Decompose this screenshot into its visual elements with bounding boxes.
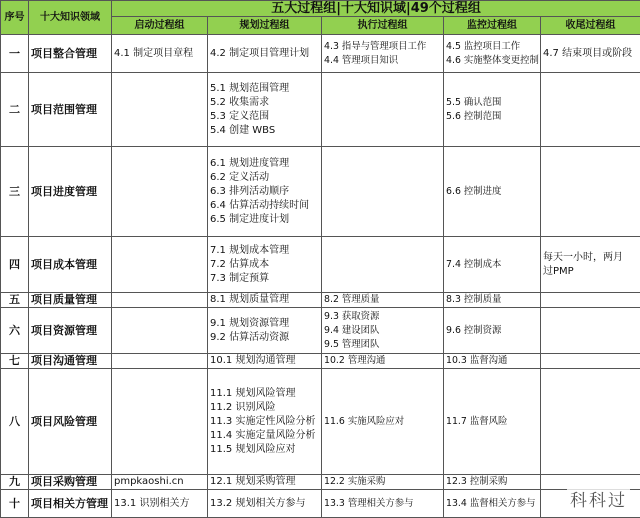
- process-cell-monitoring: [444, 369, 541, 475]
- table-row: [1, 308, 640, 354]
- row-number: 一: [1, 35, 29, 73]
- process-item: 7.1 规划成本管理: [210, 244, 319, 258]
- process-cell-closing: [541, 35, 640, 73]
- process-item: 6.5 制定进度计划: [210, 213, 319, 227]
- process-item: 9.6 控制资源: [446, 324, 538, 338]
- process-item: 13.1 识别相关方: [114, 497, 205, 511]
- process-item: 7.3 制定预算: [210, 272, 319, 286]
- process-cell-executing: [322, 354, 444, 369]
- knowledge-area-name: 项目整合管理: [29, 35, 112, 73]
- row-number: 九: [1, 475, 29, 490]
- process-cell-initiating: [112, 475, 208, 490]
- row-number: 四: [1, 237, 29, 293]
- process-item: 11.4 实施定量风险分析: [210, 429, 319, 443]
- process-item: 9.2 估算活动资源: [210, 331, 319, 345]
- process-cell-planning: [208, 354, 322, 369]
- group-header-monitoring: 监控过程组: [444, 17, 541, 35]
- row-number: 七: [1, 354, 29, 369]
- process-item: 12.3 控制采购: [446, 475, 538, 489]
- process-cell-closing: [541, 73, 640, 147]
- process-item: 7.4 控制成本: [446, 258, 538, 272]
- process-item: 10.3 监督沟通: [446, 354, 538, 368]
- process-item: 4.3 指导与管理项目工作: [324, 40, 441, 54]
- process-item: 11.1 规划风险管理: [210, 387, 319, 401]
- process-cell-initiating: [112, 354, 208, 369]
- process-item: pmpkaoshi.cn: [114, 475, 205, 489]
- knowledge-area-name: 项目风险管理: [29, 369, 112, 475]
- process-cell-executing: [322, 35, 444, 73]
- knowledge-area-header: 十大知识领域: [29, 1, 112, 35]
- process-item: 10.2 管理沟通: [324, 354, 441, 368]
- process-item: 6.2 定义活动: [210, 171, 319, 185]
- process-item: 5.4 创建 WBS: [210, 124, 319, 138]
- process-cell-monitoring: [444, 237, 541, 293]
- table-row: [1, 475, 640, 490]
- process-item: 过PMP: [543, 265, 638, 279]
- process-item: 9.5 管理团队: [324, 338, 441, 352]
- process-item: 11.7 监督风险: [446, 415, 538, 429]
- process-item: 11.2 识别风险: [210, 401, 319, 415]
- process-cell-initiating: [112, 35, 208, 73]
- process-item: 12.1 规划采购管理: [210, 475, 319, 489]
- process-item: 6.6 控制进度: [446, 185, 538, 199]
- process-cell-executing: [322, 147, 444, 237]
- table-row: [1, 35, 640, 73]
- process-item: 13.3 管理相关方参与: [324, 497, 441, 511]
- process-cell-initiating: [112, 73, 208, 147]
- watermark: 科科过: [567, 486, 630, 511]
- row-number: 十: [1, 490, 29, 518]
- table-row: [1, 369, 640, 475]
- knowledge-area-name: 项目资源管理: [29, 308, 112, 354]
- process-item: 8.2 管理质量: [324, 293, 441, 307]
- process-cell-planning: [208, 369, 322, 475]
- process-cell-executing: [322, 475, 444, 490]
- process-item: 7.2 估算成本: [210, 258, 319, 272]
- process-cell-monitoring: [444, 308, 541, 354]
- process-cell-initiating: [112, 147, 208, 237]
- process-cell-executing: [322, 369, 444, 475]
- table-row: [1, 490, 640, 518]
- process-cell-monitoring: [444, 475, 541, 490]
- process-cell-closing: [541, 293, 640, 308]
- process-item: 12.2 实施采购: [324, 475, 441, 489]
- process-cell-monitoring: [444, 147, 541, 237]
- process-cell-planning: [208, 73, 322, 147]
- group-header-executing: 执行过程组: [322, 17, 444, 35]
- table-row: [1, 354, 640, 369]
- process-item: 11.3 实施定性风险分析: [210, 415, 319, 429]
- process-cell-initiating: [112, 237, 208, 293]
- process-cell-monitoring: [444, 73, 541, 147]
- process-item: 5.6 控制范围: [446, 110, 538, 124]
- process-item: 5.1 规划范围管理: [210, 82, 319, 96]
- process-item: 10.1 规划沟通管理: [210, 354, 319, 368]
- process-item: 8.3 控制质量: [446, 293, 538, 307]
- group-header-closing: 收尾过程组: [541, 17, 640, 35]
- process-cell-planning: [208, 237, 322, 293]
- knowledge-area-name: 项目成本管理: [29, 237, 112, 293]
- process-item: 4.7 结束项目或阶段: [543, 47, 638, 61]
- table-row: [1, 293, 640, 308]
- process-item: 11.5 规划风险应对: [210, 443, 319, 457]
- process-item: 9.1 规划资源管理: [210, 317, 319, 331]
- process-cell-executing: [322, 73, 444, 147]
- process-item: 11.6 实施风险应对: [324, 415, 441, 429]
- process-cell-planning: [208, 147, 322, 237]
- knowledge-area-name: 项目质量管理: [29, 293, 112, 308]
- process-cell-executing: [322, 237, 444, 293]
- process-cell-executing: [322, 490, 444, 518]
- table-row: [1, 147, 640, 237]
- table-title: 五大过程组|十大知识域|49个过程组: [112, 1, 640, 17]
- process-cell-monitoring: [444, 354, 541, 369]
- group-header-initiating: 启动过程组: [112, 17, 208, 35]
- knowledge-area-name: 项目采购管理: [29, 475, 112, 490]
- row-number: 三: [1, 147, 29, 237]
- process-cell-initiating: [112, 369, 208, 475]
- group-header-planning: 规划过程组: [208, 17, 322, 35]
- process-item: 6.3 排列活动顺序: [210, 185, 319, 199]
- process-item: 6.1 规划进度管理: [210, 157, 319, 171]
- process-cell-planning: [208, 490, 322, 518]
- process-item: 4.2 制定项目管理计划: [210, 47, 319, 61]
- row-number: 二: [1, 73, 29, 147]
- seq-header: 序号: [1, 1, 29, 35]
- process-item: 13.2 规划相关方参与: [210, 497, 319, 511]
- row-number: 八: [1, 369, 29, 475]
- row-number: 五: [1, 293, 29, 308]
- row-number: 六: [1, 308, 29, 354]
- process-item: 6.4 估算活动持续时间: [210, 199, 319, 213]
- process-item: 4.4 管理项目知识: [324, 54, 441, 68]
- process-cell-planning: [208, 308, 322, 354]
- process-cell-monitoring: [444, 490, 541, 518]
- process-cell-initiating: [112, 293, 208, 308]
- table-row: [1, 237, 640, 293]
- process-cell-closing: [541, 308, 640, 354]
- process-cell-closing: [541, 237, 640, 293]
- process-cell-planning: [208, 35, 322, 73]
- process-cell-planning: [208, 475, 322, 490]
- process-cell-monitoring: [444, 35, 541, 73]
- header-row-1: [1, 1, 640, 17]
- process-item: 13.4 监督相关方参与: [446, 497, 538, 511]
- process-item: 8.1 规划质量管理: [210, 293, 319, 307]
- process-item: 4.5 监控项目工作: [446, 40, 538, 54]
- process-cell-monitoring: [444, 293, 541, 308]
- table-row: [1, 73, 640, 147]
- process-item: 4.1 制定项目章程: [114, 47, 205, 61]
- process-item: 5.5 确认范围: [446, 96, 538, 110]
- process-item: 5.3 定义范围: [210, 110, 319, 124]
- process-cell-planning: [208, 293, 322, 308]
- process-cell-closing: [541, 147, 640, 237]
- knowledge-area-name: 项目范围管理: [29, 73, 112, 147]
- process-cell-initiating: [112, 308, 208, 354]
- process-item: 4.6 实施整体变更控制: [446, 54, 538, 68]
- process-cell-initiating: [112, 490, 208, 518]
- knowledge-area-name: 项目沟通管理: [29, 354, 112, 369]
- process-cell-executing: [322, 308, 444, 354]
- knowledge-area-name: 项目进度管理: [29, 147, 112, 237]
- process-item: 9.4 建设团队: [324, 324, 441, 338]
- process-item: 每天一小时，两月: [543, 251, 638, 265]
- knowledge-area-name: 项目相关方管理: [29, 490, 112, 518]
- process-cell-executing: [322, 293, 444, 308]
- process-cell-closing: [541, 369, 640, 475]
- process-cell-closing: [541, 354, 640, 369]
- process-item: 9.3 获取资源: [324, 310, 441, 324]
- process-item: 5.2 收集需求: [210, 96, 319, 110]
